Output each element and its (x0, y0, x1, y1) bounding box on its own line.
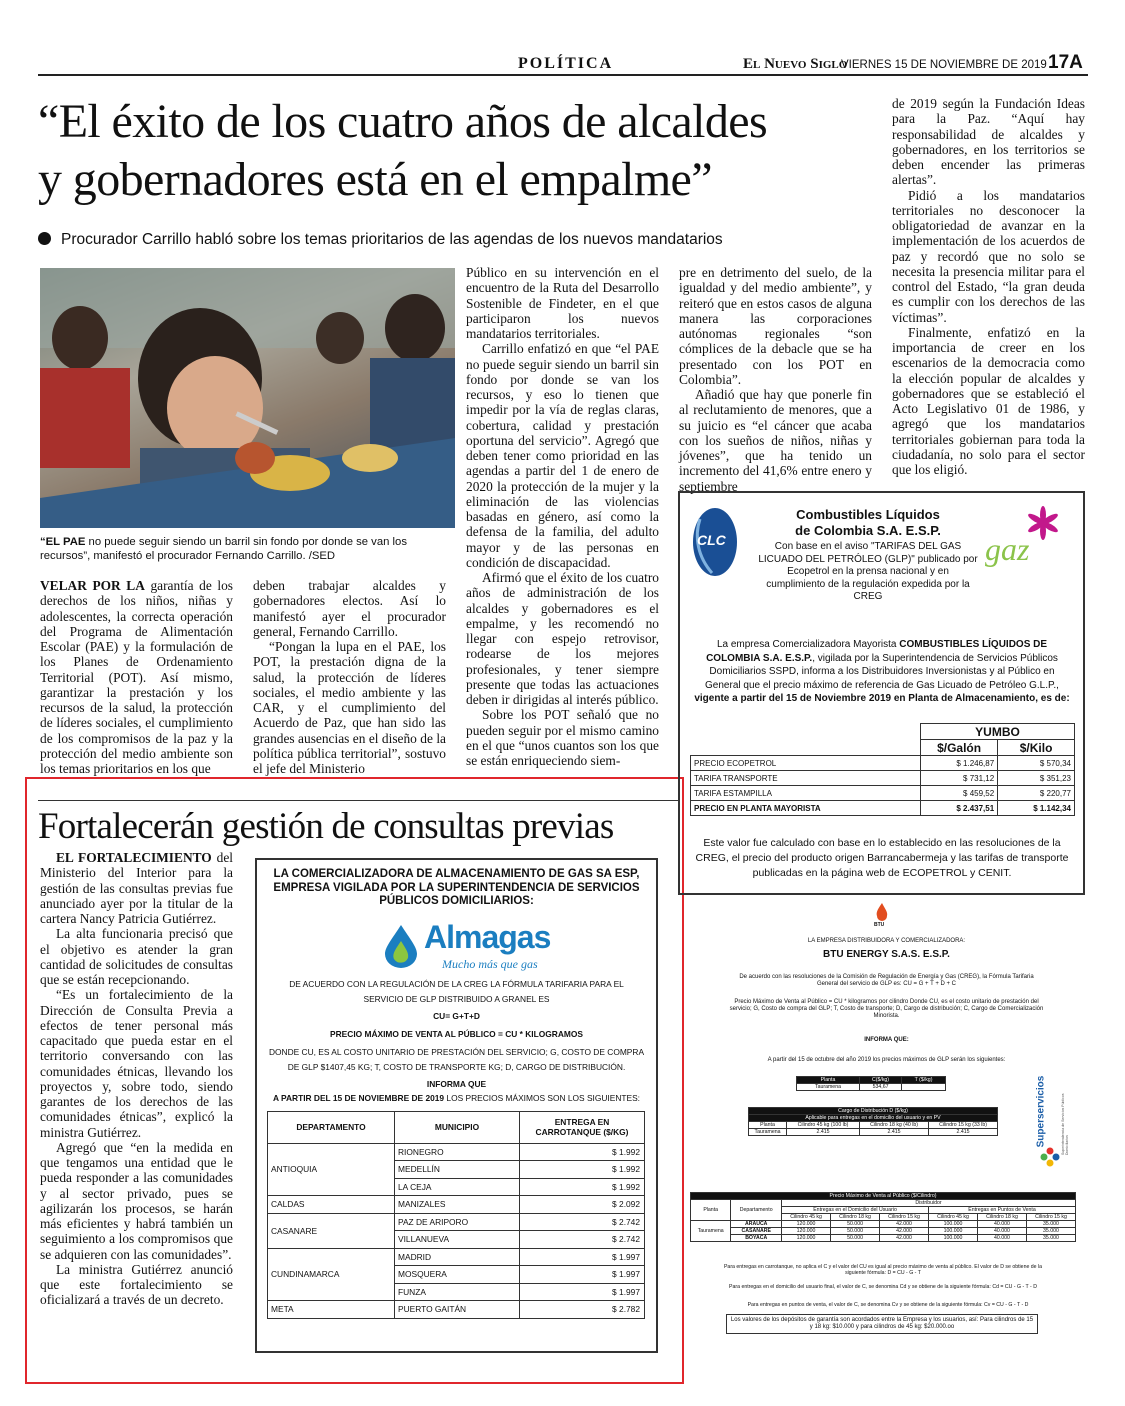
price-cell: $ 220,77 (998, 786, 1075, 801)
newspaper-name: El Nuevo Siglo (743, 56, 848, 72)
price-cell: $ 1.992 (520, 1143, 645, 1161)
department-cell: CASANARE (268, 1213, 395, 1248)
clc-body: La empresa Comercializadora Mayorista COMBUSTIBLES LÍQUIDOS DE COLOMBIA S.A. E.S.P., vigilada por la Superintendencia de Servicios Públicos Domiciliarios SSPD, informa a los Distribuidores Inversionistas y al Público en General que el precio máximo de referencia de Gas Licuado de Petróleo G.L.P., vigente a partir del 15 de Noviembre 2019 en Planta de Almacenamiento, es de: (694, 639, 1070, 704)
price-cell: $ 2.742 (520, 1213, 645, 1231)
article1-col5: de 2019 según la Fundación Ideas para la Paz. “Aquí hay responsabilidad de alcaldes y gobernadores, en los territorios se deben encender las primeras alertas”. Pidió a los mandatarios territoriales no desconocer la obligatoriedad de avanzar en la implementación de los acuerdos de paz y recordó que no solo se necesita la presencia militar para el control del Estado, “la gran deuda es cumplir con los derechos de las víctimas”. Finalmente, enfatizó en la importancia de creer en los escenarios de la democracia como la elección popular de alcaldes y gobernadores que se estableció el Acto Legislativo 01 de 1986, y agregó que los mandatarios territoriales gobiernan para toda la ciudadanía, no solo para el sector que los eligió. (892, 96, 1085, 477)
price-cell: 100.000 (929, 1228, 978, 1235)
main-headline (38, 93, 888, 209)
municipio-cell: PAZ DE ARIPORO (395, 1213, 520, 1231)
headline-line-2: y gobernadores está en el empalme” (38, 153, 712, 206)
row-label: PRECIO EN PLANTA MAYORISTA (691, 801, 921, 816)
photo-illustration (40, 268, 455, 528)
price-cell: 35.000 (1026, 1221, 1075, 1228)
article-photo (40, 268, 455, 528)
btu-informa: INFORMA QUE: (864, 1037, 909, 1043)
clc-table-body (691, 756, 1075, 816)
table-row (268, 1143, 645, 1161)
btu-note-1: Para entregas en carrotanque, no aplica el C y el valor del CU es igual al precio máximo de venta al público. El valor de D se obtiene de la siguiente fórmula: D = CU - G - T (723, 1264, 1043, 1276)
price-cell: $ 1.992 (520, 1161, 645, 1179)
superservicios-logo: Superservicios Superintendencia de Servicios Públicos Domiciliarios (1033, 1076, 1073, 1166)
page-number: 17A (1048, 52, 1083, 73)
row-label: PRECIO ECOPETROL (691, 756, 921, 771)
table-row (691, 1228, 1076, 1235)
price-cell: 50.000 (831, 1235, 880, 1242)
article1-col4: pre en detrimento del suelo, de la igualdad y del medio ambiente”, y reiteró que en estos casos de alguna manera las corporaciones autónomas regionales “son cómplices de la debacle que se ha presentado con los POT en Colombia”. Añadió que hay que ponerle fin al reclutamiento de menores, que a su juicio es “el cáncer que acaba con los sueños de niños, niñas y jóvenes”, que ha tenido un incremento del 41,6% entre enero y septiembre (679, 265, 872, 494)
price-cell: 35.000 (1026, 1228, 1075, 1235)
btu-table-distribution: Cargo de Distribución D ($/kg) Aplicable para entregas en el domicilio del usuario y en PV Planta Cilindro 45 kg (100 lb) Cilindro 18 kg (40 lb) Cilindro 15 kg (33 lb) Tauramena 2.415 2.415 2.415 (748, 1107, 998, 1136)
btu-table-prices: Precio Máximo de Venta al Público ($/Cilindro) Planta Departamento Distribuidor Entregas en el Domicilio del Usuario Entregas en Puntos de Venta Cilindro 45 kg Cilindro 18 kg Cilindro 15 kg Cilindro 45 kg Cilindro 18 kg Cilindro 15 kg Tauramena ARAUCA 120.000 50.000 42.000 100.000 40.000 35.000 CASANARE 120.000 50.000 42.000 100.000 40.000 35.000 BOYACA 120.000 50.000 42.000 100.000 40.000 35.000 (690, 1192, 1076, 1242)
price-cell: 120.000 (782, 1221, 831, 1228)
price-cell: 40.000 (978, 1228, 1027, 1235)
btu-prices-body (691, 1221, 1076, 1242)
municipio-cell: MEDELLÍN (395, 1161, 520, 1179)
btu-kicker: LA EMPRESA DISTRIBUIDORA Y COMERCIALIZADORA: (807, 938, 966, 944)
price-cell: $ 731,12 (921, 771, 998, 786)
table-row (691, 801, 1075, 816)
department-cell: CALDAS (268, 1196, 395, 1214)
btu-flame-icon (874, 902, 890, 922)
price-cell: $ 2.437,51 (921, 801, 998, 816)
gaz-logo: gaz (985, 503, 1065, 573)
price-cell: 42.000 (880, 1235, 929, 1242)
btu-definitions: Precio Máximo de Venta al Público = CU * kilogramos por cilindro Donde CU, es el costo unitario de prestación del servicio; G, Costo de compra del GLP; T, Costo de transporte; D, Cargo de distribución; C, Cargo de Comercialización Minorista. (729, 999, 1044, 1019)
deck-text: Procurador Carrillo habló sobre los temas prioritarios de las agendas de los nuevos mandatarios (61, 231, 723, 248)
planta-cell: Tauramena (691, 1221, 731, 1242)
clc-header: Combustibles Líquidos de Colombia S.A. E.S.P. Con base en el aviso "TARIFAS DEL GAS LICUADO DEL PETRÓLEO (GLP)" publicado por Ecopetrol en la prensa nacional y en cumplimiento de la regulación expedida por la CREG (758, 507, 978, 602)
price-cell: 35.000 (1026, 1235, 1075, 1242)
price-cell: 50.000 (831, 1228, 880, 1235)
table-row (691, 771, 1075, 786)
btu-ad (688, 900, 1085, 1360)
almagas-title: LA COMERCIALIZADORA DE ALMACENAMIENTO DE GAS SA ESP, EMPRESA VIGILADA POR LA SUPERINTENDENCIA DE SERVICIOS PÚBLICOS DOMICILIARIOS: (273, 868, 640, 907)
almagas-logo: Almagas Mucho más que gas (267, 919, 646, 977)
department-cell: CUNDINAMARCA (268, 1248, 395, 1301)
table-row (268, 1301, 645, 1319)
article2-body: EL FORTALECIMIENTO del Ministerio del Interior para la gestión de las consultas previas fue anunciado ayer por la titular de la cartera Nancy Patricia Gutiérrez. La alta funcionaria precisó que el objetivo es atender la gran cantidad de solicitudes de consultas que se están recepcionando. “Es un fortalecimiento de la Dirección de Consulta Previa a efectos de tener personal más capacitado que pueda estar en el territorio conversando con las comunidades étnicas, llevando los proyectos y, sobre todo, siendo garantes de los derechos de las comunidades étnicas”, explicó la ministra Gutiérrez. Agregó que “en la medida en que tengamos una entidad que le pueda responder a las comunidades y al sector privado, pues se agilizarán los procesos, se harán más eficientes y habrá también un seguimiento a los compromisos que se adquieren con las comunidades”. La ministra Gutiérrez anunció que este fortalecimiento se oficializará a través de un decreto. (40, 850, 233, 1308)
btu-formula: De acuerdo con las resoluciones de la Comisión de Regulación de Energía y Gas (CREG), la Fórmula Tarifaria General del servicio de GLP es: CU = G + T + D + C (739, 974, 1034, 987)
row-label: TARIFA ESTAMPILLA (691, 786, 921, 801)
page-header (38, 54, 1088, 76)
almagas-from: A PARTIR DEL 15 DE NOVIEMBRE DE 2019 LOS PRECIOS MÁXIMOS SON LOS SIGUIENTES: (272, 1092, 641, 1103)
department-cell: BOYACA (731, 1235, 782, 1242)
municipio-cell: VILLANUEVA (395, 1231, 520, 1249)
price-cell: $ 570,34 (998, 756, 1075, 771)
table-row (691, 1221, 1076, 1228)
almagas-definitions: DONDE CU, ES AL COSTO UNITARIO DE PRESTACIÓN DEL SERVICIO; G, COSTO DE COMPRA DE GLP $1407,45 KG; T, COSTO DE TRANSPORTE KG; D, CARGO DE DISTRIBUCIÓN. (268, 1046, 645, 1072)
row-label: TARIFA TRANSPORTE (691, 771, 921, 786)
price-cell: 42.000 (880, 1228, 929, 1235)
btu-name: BTU ENERGY S.A.S. E.S.P. (823, 949, 950, 960)
table-header: MUNICIPIO (395, 1111, 520, 1143)
article1-col1: VELAR POR LA garantía de los derechos de los niños, niñas y adolescentes, la correcta operación del Programa de Alimentación Escolar (PAE) y la formulación de los Planes de Ordenamiento Territorial (POT). Así mismo, garantizar la prestación y los recursos de la salud, la protección de líderes sociales, el cumplimiento de los compromisos de la paz y la protección del medio ambiente son los temas prioritarios en los que (40, 578, 233, 776)
superservicios-icon (1039, 1146, 1061, 1168)
btu-logo-text: BTU (874, 922, 885, 928)
bullet-icon (38, 232, 51, 245)
almagas-table-body (268, 1143, 645, 1318)
table-header: ENTREGA EN CARROTANQUE ($/KG) (520, 1111, 645, 1143)
price-cell: $ 1.246,87 (921, 756, 998, 771)
almagas-formula: CU= G+T+D (433, 1010, 480, 1021)
table-row (691, 756, 1075, 771)
almagas-max-price: PRECIO MÁXIMO DE VENTA AL PÚBLICO = CU * KILOGRAMOS (330, 1028, 583, 1039)
department-cell: META (268, 1301, 395, 1319)
section-label: POLÍTICA (518, 55, 614, 72)
department-cell: ARAUCA (731, 1221, 782, 1228)
clc-logo-text: CLC (697, 532, 726, 548)
price-cell: 50.000 (831, 1221, 880, 1228)
department-cell: ANTIOQUIA (268, 1143, 395, 1196)
clc-price-table (690, 723, 1075, 816)
price-cell: 120.000 (782, 1228, 831, 1235)
btu-note-2: Para entregas en el domicilio del usuario final, el valor de C, se denomina Cd y se obtiene de la siguiente fórmula: Cd = CU - G - T - D (729, 1284, 1037, 1290)
yumbo-header: YUMBO (921, 724, 1075, 740)
price-cell: $ 1.997 (520, 1283, 645, 1301)
price-cell: 40.000 (978, 1221, 1027, 1228)
municipio-cell: MANIZALES (395, 1196, 520, 1214)
table-row (691, 1235, 1076, 1242)
issue-date: VIERNES 15 DE NOVIEMBRE DE 2019 (841, 59, 1047, 71)
municipio-cell: PUERTO GAITÁN (395, 1301, 520, 1319)
price-cell: $ 1.142,34 (998, 801, 1075, 816)
btu-from: A partir del 15 de octubre del año 2019 los precios máximos de GLP serán los siguientes: (767, 1057, 1006, 1063)
clc-ad (678, 491, 1085, 895)
kilo-header: $/Kilo (998, 740, 1075, 756)
price-cell: 120.000 (782, 1235, 831, 1242)
price-cell: 42.000 (880, 1221, 929, 1228)
article2-headline: Fortalecerán gestión de consultas previas (38, 800, 678, 848)
price-cell: 40.000 (978, 1235, 1027, 1242)
municipio-cell: FUNZA (395, 1283, 520, 1301)
price-cell: $ 1.992 (520, 1178, 645, 1196)
municipio-cell: LA CEJA (395, 1178, 520, 1196)
article1-col2: deben trabajar alcaldes y gobernadores electos. Así lo manifestó ayer el procurador general, Fernando Carrillo. “Pongan la lupa en el PAE, los POT, la prestación digna de la salud, la protección de líderes sociales, el medio ambiente y las CAR, y el cumplimiento del Acuerdo de Paz, que han sido las grandes ausencias en el diseño de la política pública territorial”, sostuvo el jefe del Ministerio (253, 578, 446, 776)
headline-line-1: “El éxito de los cuatro años de alcaldes (38, 95, 768, 148)
table-row (268, 1213, 645, 1231)
table-header: DEPARTAMENTO (268, 1111, 395, 1143)
btu-note-4: Los valores de los depósitos de garantía son acordados entre la Empresa y los usuarios, así: Para cilindros de 15 y 18 kg: $10.000 y para cilindros de 45 kg: $20.000.oo (726, 1314, 1038, 1334)
article1-col3: Público en su intervención en el encuentro de la Ruta del Desarrollo Sostenible de Findeter, en el que participaron los nuevos mandatarios territoriales. Carrillo enfatizó en que “el PAE no puede seguir siendo un barril sin fondo por donde se van los recursos, y eso lo tienen que impedir por la vía de reglas claras, cobertura, calidad y prestación oportuna del servicio”. Agregó que deben tener como prioridad en las agendas a partir del 1 de enero de 2020 la protección de la mujer y la eliminación de las violencias basadas en género, así como la defensa de la familia, del adulto mayor y de las personas en condición de discapacidad. Afirmó que el éxito de los cuatro años de administración de los alcaldes y gobernadores es el empalme, y les recomendó no llegar con espejo retrovisor, rodearse de los mejores profesionales, y tener siempre presente que todas las actuaciones deben ir dirigidas al interés público. Sobre los POT señaló que no pueden seguir por el mismo camino en el que “unos cuantos son los que se están enriqueciendo siem- (466, 265, 660, 768)
price-cell: 100.000 (929, 1235, 978, 1242)
municipio-cell: MADRID (395, 1248, 520, 1266)
galon-header: $/Galón (921, 740, 998, 756)
clc-footer: Este valor fue calculado con base en lo establecido en las resoluciones de la CREG, el precio del producto origen Barrancabermeja y las tarifas de transporte publicadas en la página web de ECOPETROL y CENIT. (695, 837, 1069, 879)
almagas-formula-text: DE ACUERDO CON LA REGULACIÓN DE LA CREG LA FÓRMULA TARIFARIA PARA EL SERVICIO DE GLP DISTRIBUIDO A GRANEL ES (289, 978, 624, 1004)
photo-caption: “EL PAE no puede seguir siendo un barril sin fondo por donde se van los recursos”, manifestó el procurador Fernando Carrillo. /SED (40, 536, 407, 562)
price-cell: $ 2.782 (520, 1301, 645, 1319)
table-row (268, 1248, 645, 1266)
price-cell: 100.000 (929, 1221, 978, 1228)
btu-table-cost: Planta C($/kg) T ($/kg) Tauramena 534,67 (796, 1076, 946, 1091)
department-cell: CASANARE (731, 1228, 782, 1235)
price-cell: $ 351,23 (998, 771, 1075, 786)
almagas-ad (255, 858, 658, 1353)
municipio-cell: MOSQUERA (395, 1266, 520, 1284)
almagas-informa: INFORMA QUE (426, 1078, 487, 1089)
gas-drop-icon (382, 923, 420, 969)
price-cell: $ 459,52 (921, 786, 998, 801)
table-row (691, 786, 1075, 801)
price-cell: $ 1.997 (520, 1248, 645, 1266)
btu-note-3: Para entregas en puntos de venta, el valor de C, se denomina Cv y se obtiene de la siguiente fórmula: Cv = CU - G - T - D (747, 1302, 1029, 1308)
price-cell: $ 1.997 (520, 1266, 645, 1284)
price-cell: $ 2.742 (520, 1231, 645, 1249)
almagas-price-table (267, 1111, 645, 1319)
table-row (268, 1196, 645, 1214)
deck (38, 231, 878, 249)
price-cell: $ 2.092 (520, 1196, 645, 1214)
municipio-cell: RIONEGRO (395, 1143, 520, 1161)
